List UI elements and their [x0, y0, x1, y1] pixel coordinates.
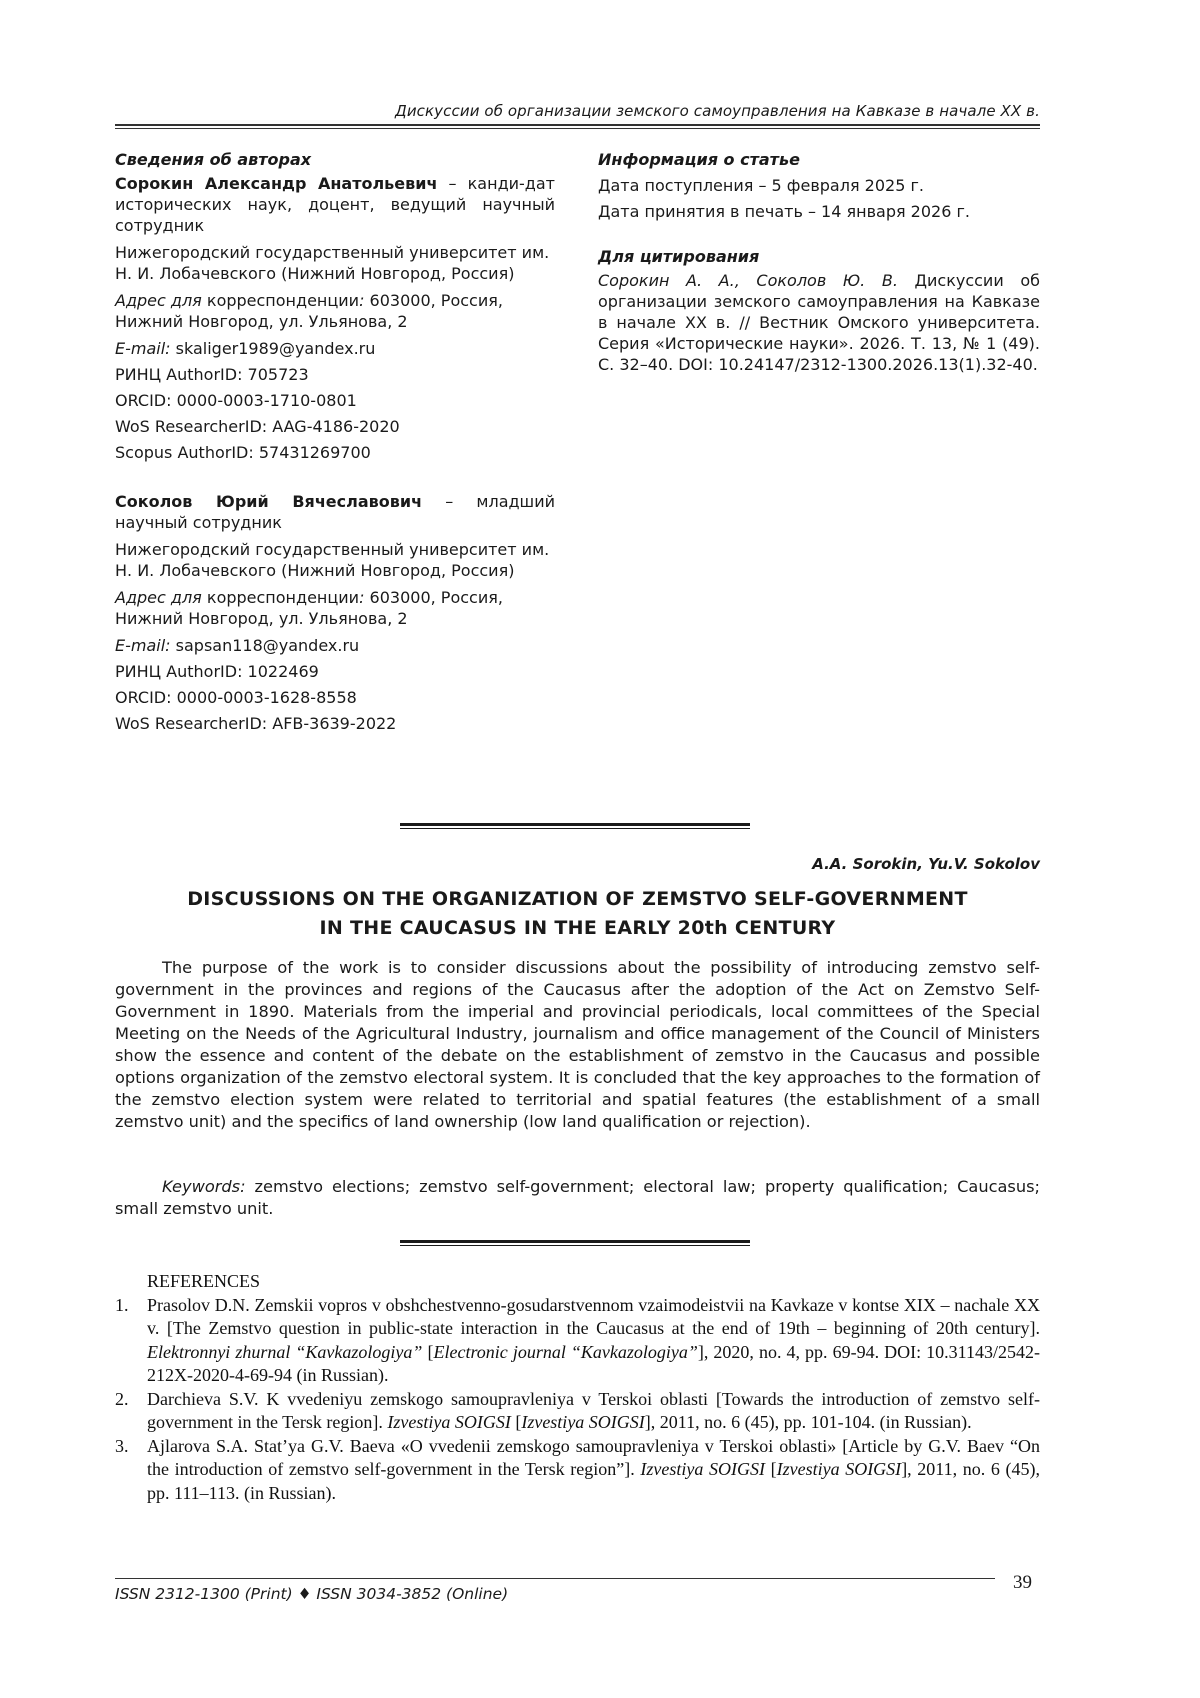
- english-title-line1: DISCUSSIONS ON THE ORGANIZATION OF ZEMSTVO SELF-GOVERNMENT: [187, 888, 968, 910]
- author1-affiliation: Нижегородский государственный университет им. Н. И. Лобачевского (Нижний Новгород, Россия): [115, 243, 550, 283]
- author1-email-label: E-mail:: [115, 339, 171, 358]
- author1-email: [115, 338, 555, 359]
- author2-address-label: Адрес для: [115, 588, 202, 607]
- author2-email: [115, 635, 555, 656]
- accepted-date: Дата принятия в печать – 14 января 2026 г.: [598, 202, 970, 221]
- page-number: 39: [1013, 1572, 1032, 1593]
- author1-address-label2: корреспонденции: [201, 291, 360, 310]
- author1-address-label: Адрес для: [115, 291, 202, 310]
- author2-role: – младший научный сотрудник: [115, 492, 555, 532]
- reference-number: 1.: [115, 1294, 129, 1315]
- english-title-line2: IN THE CAUCASUS IN THE EARLY 20th CENTURY: [319, 917, 836, 939]
- english-title: [115, 885, 1040, 943]
- reference-item: [115, 1388, 1040, 1435]
- author2-heading: [115, 491, 555, 533]
- author1-rinc: РИНЦ AuthorID: 705723: [115, 365, 309, 384]
- keywords-label: Keywords:: [162, 1177, 246, 1196]
- author2-address-value: 603000, Россия, Нижний Новгород, ул. Ульянова, 2: [115, 588, 503, 628]
- footer-rule: [115, 1578, 995, 1579]
- reference-journal-translit: Izvestiya SOIGSI: [521, 1412, 645, 1432]
- reference-journal: Izvestiya SOIGSI: [387, 1412, 511, 1432]
- reference-sep: [: [764, 1459, 777, 1479]
- author2-wos: WoS ResearcherID: AFB-3639-2022: [115, 714, 397, 733]
- english-authors: A.A. Sorokin, Yu.V. Sokolov: [812, 855, 1040, 873]
- received-date: Дата поступления – 5 февраля 2025 г.: [598, 176, 924, 195]
- reference-journal: Izvestiya SOIGSI: [640, 1459, 765, 1479]
- reference-journal-translit: Electronic journal “Kavkazologiya”: [433, 1341, 698, 1362]
- citation-body: Дискуссии об организации земского самоуправления на Кавказе в начале XX в. // Вестник Омского университета. Серия «Исторические науки». 2026. Т. 13, № 1 (49). С. 32–40. DOI: 10.24147/2312-1300.2026.13(1).32-40.: [598, 271, 1040, 374]
- author2-address-colon: :: [359, 588, 365, 607]
- author2-name: Соколов Юрий Вячеславович: [115, 492, 423, 511]
- reference-tail: ], 2011, no. 6 (45), pp. 101-104. (in Russian).: [644, 1412, 972, 1432]
- header-rule-thin: [115, 128, 1040, 129]
- author1-orcid: ORCID: 0000-0003-1710-0801: [115, 391, 357, 410]
- article-info-title: Информация о статье: [598, 150, 800, 169]
- author2-orcid: ORCID: 0000-0003-1628-8558: [115, 688, 357, 707]
- author2-address-label2: корреспонденции: [201, 588, 360, 607]
- header-rule: [115, 124, 1040, 126]
- author2-rinc: РИНЦ AuthorID: 1022469: [115, 662, 319, 681]
- reference-journal-translit: Izvestiya SOIGSI: [776, 1459, 902, 1479]
- author1-scopus: Scopus AuthorID: 57431269700: [115, 443, 371, 462]
- author1-wos: WoS ResearcherID: AAG-4186-2020: [115, 417, 400, 436]
- author1-address-value: 603000, Россия, Нижний Новгород, ул. Ульянова, 2: [115, 291, 503, 331]
- section-divider-2: [400, 1240, 750, 1246]
- author1-role: – канди-дат исторических наук, доцент, ведущий научный сотрудник: [115, 174, 555, 235]
- authors-section-title: Сведения об авторах: [115, 150, 312, 169]
- citation-title: Для цитирования: [598, 247, 760, 266]
- reference-text: Ajlarova S.A. Stat’ya G.V. Baeva «O vvedenii zemskogo samoupravleniya v Terskoi oblasti» [Article by G.V. Baev “On the introduction of zemstvo self-government in the Tersk region”].: [147, 1435, 1040, 1479]
- citation-authors: Сорокин А. А., Соколов Ю. В.: [598, 271, 898, 290]
- footer-issn: ISSN 2312-1300 (Print) ♦ ISSN 3034-3852 (Online): [115, 1585, 509, 1603]
- running-head: Дискуссии об организации земского самоуправления на Кавказе в начале XX в.: [395, 102, 1040, 120]
- reference-sep: [: [510, 1412, 522, 1432]
- author1-heading: [115, 173, 555, 236]
- author2-address: [115, 587, 555, 629]
- reference-number: 3.: [115, 1435, 129, 1456]
- abstract: The purpose of the work is to consider discussions about the possibility of introducing zemstvo self-government in the provinces and regions of the Caucasus after the adoption of the Act on Zemstvo Self-Government in 1890. Materials from the imperial and provincial periodicals, local committees of the Special Meeting on the Needs of the Agricultural Industry, journalism and office management of the Council of Ministers show the essence and content of the debate on the establishment of zemstvo in the Caucasus and possible options organization of the zemstvo electoral system. It is concluded that the key approaches to the formation of the zemstvo election system were related to territorial and spatial features (the establishment of a small zemstvo unit) and the specifics of land ownership (low land qualification or rejection).: [115, 958, 1040, 1131]
- reference-journal: Elektronnyi zhurnal “Kavkazologiya”: [147, 1341, 423, 1362]
- author2-email-value: sapsan118@yandex.ru: [170, 636, 360, 655]
- citation-text: [598, 270, 1040, 375]
- reference-sep: [: [422, 1341, 434, 1362]
- references: [115, 1270, 1040, 1505]
- reference-text: Prasolov D.N. Zemskii vopros v obshchestvenno-gosudarstvennom vzaimodeistvii na Kavkaze v kontse XIX – nachale XX v. [The Zemstvo question in public-state interaction in the Caucasus at the end of 19th – beginning of 20th century].: [147, 1294, 1040, 1338]
- author1-email-value: skaliger1989@yandex.ru: [170, 339, 376, 358]
- reference-text: Darchieva S.V. K vvedeniyu zemskogo samoupravleniya v Terskoi oblasti [Towards the introduction of zemstvo self-government in the Tersk region].: [147, 1388, 1040, 1432]
- reference-tail: ], 2011, no. 6 (45), pp. 111–113. (in Russian).: [147, 1459, 1040, 1503]
- section-divider: [400, 823, 750, 829]
- article-info-section: [598, 149, 1040, 375]
- keywords-text: zemstvo elections; zemstvo self-government; electoral law; property qualification; Caucasus; small zemstvo unit.: [115, 1177, 1040, 1218]
- author1-address-colon: :: [359, 291, 365, 310]
- references-title: REFERENCES: [147, 1271, 261, 1291]
- author1-name: Сорокин Александр Анатольевич: [115, 174, 438, 193]
- author2-email-label: E-mail:: [115, 636, 171, 655]
- author1-address: [115, 290, 555, 332]
- reference-tail: ], 2020, no. 4, pp. 69-94. DOI: 10.31143/2542-212X-2020-4-69-94 (in Russian).: [147, 1341, 1041, 1385]
- authors-section: [115, 149, 555, 734]
- reference-item: [115, 1435, 1040, 1506]
- keywords: [115, 1176, 1040, 1220]
- reference-item: [115, 1294, 1040, 1388]
- reference-number: 2.: [115, 1388, 129, 1409]
- author2-affiliation: Нижегородский государственный университет им. Н. И. Лобачевского (Нижний Новгород, Россия): [115, 540, 550, 580]
